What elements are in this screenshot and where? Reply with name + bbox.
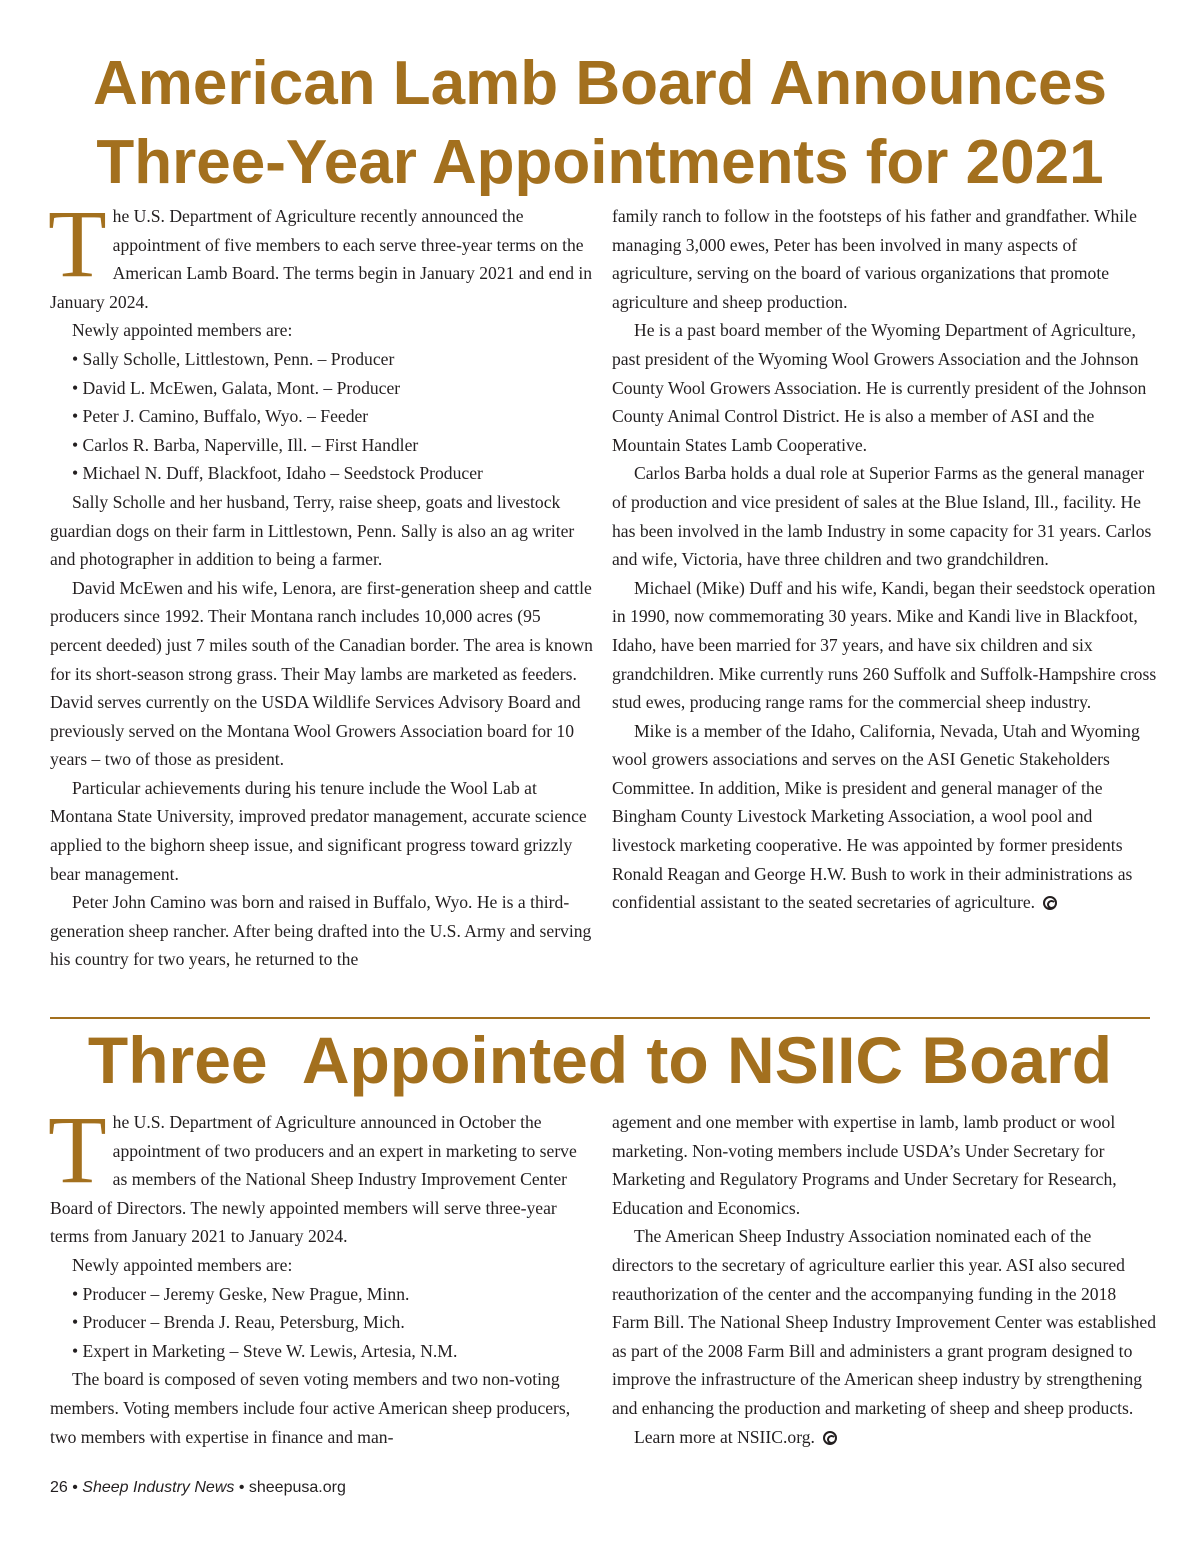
end-mark-icon (1043, 896, 1057, 910)
list-item: • Expert in Marketing – Steve W. Lewis, Artesia, N.M. (72, 1340, 458, 1361)
article1-paragraph: David McEwen and his wife, Lenora, are first-generation sheep and cattle producers since 1992. Their Montana ranch includes 10,000 acres (95 percent deeded) just 7 miles south of the Canadian border. The area is known for its short-season strong grass. Their May lambs are marketed as feeders. David serves currently on the USDA Wildlife Services Advisory Board and previously served on the Montana Wool Growers Association board for 10 years – two of those as president. (50, 577, 593, 770)
dropcap: T (48, 1096, 107, 1203)
list-item: • Michael N. Duff, Blackfoot, Idaho – Seedstock Producer (72, 463, 483, 484)
section-divider (50, 1017, 1150, 1019)
list-item: • Producer – Brenda J. Reau, Petersburg, Mich. (72, 1312, 405, 1333)
dropcap: T (48, 190, 107, 297)
article2-members-intro: Newly appointed members are: (72, 1254, 293, 1275)
list-item: • Sally Scholle, Littlestown, Penn. – Producer (72, 348, 395, 369)
article1-members-intro: Newly appointed members are: (72, 320, 293, 341)
end-mark-icon (823, 1431, 837, 1445)
article1-paragraph: Carlos Barba holds a dual role at Superior Farms as the general manager of production and vice president of sales at the Blue Island, Ill., facility. He has been involved in the lamb Industry in some capacity for 31 years. Carlos and wife, Victoria, have three children and two grandchildren. (612, 463, 1152, 570)
article2-paragraph: The board is composed of seven voting members and two non-voting members. Voting members include four active American sheep producers, two members with expertise in finance and man- (50, 1369, 571, 1447)
article2-column-right (612, 1108, 1157, 1451)
page-footer (50, 1479, 346, 1497)
article1-paragraph: Particular achievements during his tenure include the Wool Lab at Montana State University, improved predator management, accurate science applied to the bighorn sheep issue, and significant progress toward grizzly bear management. (50, 777, 587, 884)
article1-paragraph: Michael (Mike) Duff and his wife, Kandi, began their seedstock operation in 1990, now commemorating 30 years. Mike and Kandi live in Blackfoot, Idaho, have been married for 37 years, and have six children and six grandchildren. Mike currently runs 260 Suffolk and Suffolk-Hampshire cross stud ewes, producing range rams for the commercial sheep industry. (612, 577, 1157, 713)
article2-intro: The U.S. Department of Agriculture announced in October the appointment of two producers and an expert in marketing to serve as members of the National Sheep Industry Improvement Center Board of Directors. The newly appointed members will serve three-year terms from January 2021 to January 2024. (48, 1096, 577, 1247)
article1-column-left (48, 190, 595, 974)
article2-paragraph: Learn more at NSIIC.org. (612, 1423, 1157, 1452)
article2-paragraph: The American Sheep Industry Association nominated each of the directors to the secretary of agriculture earlier this year. ASI also secured reauthorization of the center and the accompanying funding in the 2018 Farm Bill. The National Sheep Industry Improvement Center was established as part of the 2008 Farm Bill and administers a grant program designed to improve the infrastructure of the American sheep industry by strengthening and enhancing the production and marketing of sheep and sheep products. (612, 1226, 1156, 1418)
article1-title-line2: Three-Year Appointments for 2021 (96, 128, 1104, 197)
article1-paragraph-continued: family ranch to follow in the footsteps of his father and grandfather. While managing 3,000 ewes, Peter has been involved in many aspects of agriculture, serving on the board of various organizations that promote agriculture and sheep production. (612, 206, 1137, 312)
article1-title (20, 44, 1180, 202)
article2-column-left (48, 1096, 595, 1451)
list-item: • Peter J. Camino, Buffalo, Wyo. – Feeder (72, 406, 369, 427)
article1-intro: The U.S. Department of Agriculture recently announced the appointment of five members to each serve three-year terms on the American Lamb Board. The terms begin in January 2021 and end in January 2024. (48, 190, 593, 312)
article2-paragraph-continued: agement and one member with expertise in lamb, lamb product or wool marketing. Non-voting members include USDA’s Under Secretary for Marketing and Regulatory Programs and Under Secretary for Research, Education and Economics. (612, 1112, 1117, 1218)
article1-paragraph: Peter John Camino was born and raised in Buffalo, Wyo. He is a third-generation sheep rancher. After being drafted into the U.S. Army and serving his country for two years, he returned to the (50, 892, 592, 970)
publication-name: Sheep Industry News (82, 1479, 235, 1496)
article1-paragraph: Mike is a member of the Idaho, California, Nevada, Utah and Wyoming wool growers associations and serves on the ASI Genetic Stakeholders Committee. In addition, Mike is president and general manager of the Bingham County Livestock Marketing Association, a wool pool and livestock marketing cooperative. He was appointed by former presidents Ronald Reagan and George H.W. Bush to work in their administrations as confidential assistant to the seated secretaries of agriculture. (612, 720, 1140, 913)
article1-paragraph: Sally Scholle and her husband, Terry, raise sheep, goats and livestock guardian dogs on their farm in Littlestown, Penn. Sally is also an ag writer and photographer in addition to being a farmer. (50, 491, 575, 570)
article2-title: Three Appointed to NSIIC Board (87, 1023, 1113, 1097)
article1-title-line1: American Lamb Board Announces (92, 49, 1107, 118)
page-number: 26 • (50, 1479, 78, 1496)
list-item: • Producer – Jeremy Geske, New Prague, Minn. (72, 1283, 410, 1304)
list-item: • David L. McEwen, Galata, Mont. – Producer (72, 377, 401, 398)
list-item: • Carlos R. Barba, Naperville, Ill. – First Handler (72, 434, 419, 455)
article1-column-right (612, 202, 1157, 917)
article1-paragraph: He is a past board member of the Wyoming Department of Agriculture, past president of the Wyoming Wool Growers Association and the Johnson County Wool Growers Association. He is currently president of the Johnson County Animal Control District. He is also a member of ASI and the Mountain States Lamb Cooperative. (612, 320, 1147, 455)
website: • sheepusa.org (238, 1479, 346, 1496)
